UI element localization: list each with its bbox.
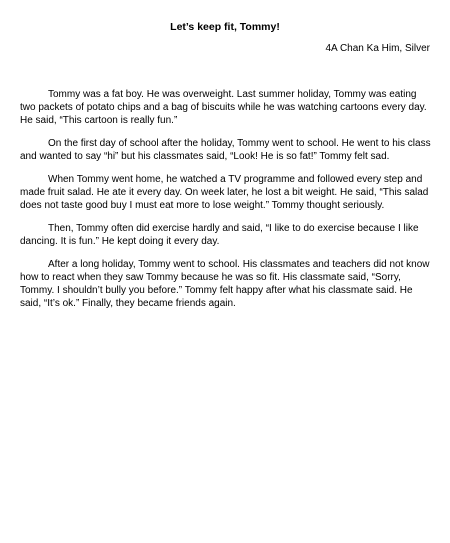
paragraph-5: After a long holiday, Tommy went to school. His classmates and teachers did not know how to react when they saw Tommy because he was so fit. His classmate said, “Sorry, Tommy. I shouldn’t bully you before.” Tommy felt happy after what his classmate said. He said, “It’s ok.” Finally, they became friends again. [20,259,430,309]
story-body [20,88,434,320]
document-title: Let’s keep fit, Tommy! [170,21,280,33]
paragraph-2: On the first day of school after the holiday, Tommy went to school. He went to his class and wanted to say “hi” but his classmates said, “Look! He is so fat!” Tommy felt sad. [20,138,431,162]
paragraph-3: When Tommy went home, he watched a TV programme and followed every step and made fruit salad. He ate it every day. On week later, he lost a bit weight. He said, “This salad does not taste good buy I must eat more to lose weight.” Tommy thought seriously. [20,174,429,211]
author-line: 4A Chan Ka Him, Silver [325,43,430,54]
paragraph-1: Tommy was a fat boy. He was overweight. Last summer holiday, Tommy was eating two packets of potato chips and a bag of biscuits while he was watching cartoons every day. He said, “This cartoon is really fun.” [20,89,427,126]
paragraph-4: Then, Tommy often did exercise hardly and said, “I like to do exercise because I like dancing. It is fun.” He kept doing it every day. [20,223,419,247]
